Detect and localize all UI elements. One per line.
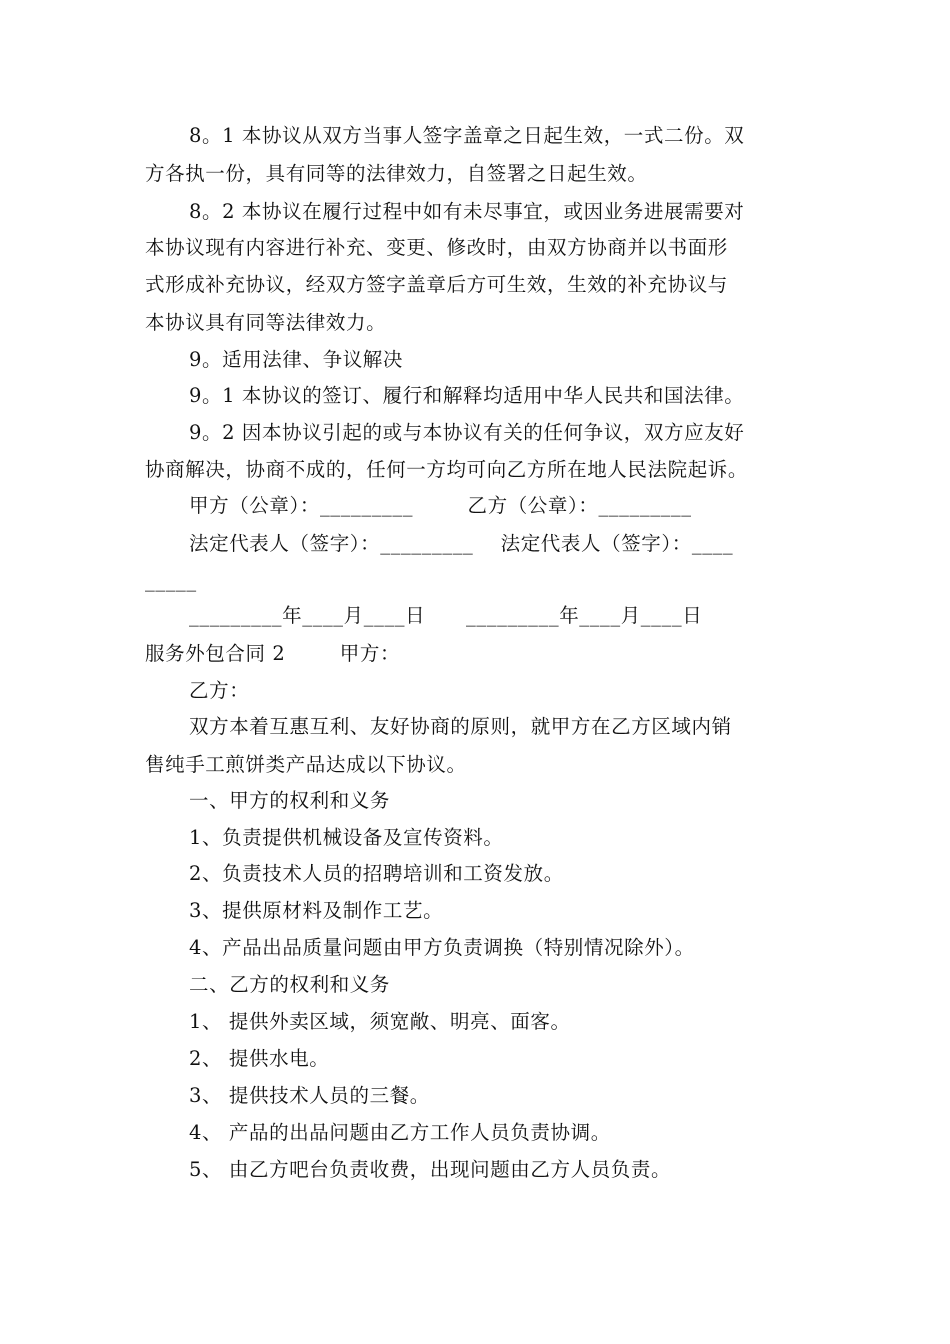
clause-8-2-line-4: 本协议具有同等法律效力。 [145, 311, 387, 334]
section-9-heading: 9。适用法律、争议解决 [189, 348, 404, 371]
clause-9-1: 9。1 本协议的签订、履行和解释均适用中华人民共和国法律。 [189, 384, 745, 407]
clause-8-1-line-1: 8。1 本协议从双方当事人签字盖章之日起生效，一式二份。双 [189, 124, 745, 147]
clause-8-2-line-3: 式形成补充协议，经双方签字盖章后方可生效，生效的补充协议与 [145, 273, 728, 296]
clause-8-1-line-2: 方各执一份，具有同等的法律效力，自签署之日起生效。 [145, 162, 648, 185]
preamble-line-1: 双方本着互惠互利、友好协商的原则，就甲方在乙方区域内销 [189, 715, 732, 738]
party-b-item-4: 4、 产品的出品问题由乙方工作人员负责协调。 [189, 1121, 611, 1144]
signature-date-line: _________年____月____日 _________年____月____日 [189, 604, 703, 627]
party-b-line: 乙方： [189, 679, 250, 702]
party-a-item-2: 2、负责技术人员的招聘培训和工资发放。 [189, 862, 564, 885]
section-2-heading: 二、乙方的权利和义务 [189, 973, 391, 996]
party-b-item-2: 2、 提供水电。 [189, 1047, 330, 1070]
party-b-item-5: 5、 由乙方吧台负责收费，出现问题由乙方人员负责。 [189, 1158, 672, 1181]
party-b-item-3: 3、 提供技术人员的三餐。 [189, 1084, 430, 1107]
clause-8-2-line-2: 本协议现有内容进行补充、变更、修改时，由双方协商并以书面形 [145, 236, 728, 259]
section-1-heading: 一、甲方的权利和义务 [189, 789, 391, 812]
clause-9-2-line-2: 协商解决，协商不成的，任何一方均可向乙方所在地人民法院起诉。 [145, 458, 749, 481]
party-b-item-1: 1、 提供外卖区域，须宽敞、明亮、面客。 [189, 1010, 571, 1033]
clause-8-2-line-1: 8。2 本协议在履行过程中如有未尽事宜，或因业务进展需要对 [189, 200, 745, 223]
clause-9-2-line-1: 9。2 因本协议引起的或与本协议有关的任何争议，双方应友好 [189, 421, 745, 444]
signature-representative-line: 法定代表人（签字）：_________ 法定代表人（签字）：____ [189, 532, 734, 555]
signature-representative-continued: _____ [145, 569, 197, 592]
contract-2-title-line: 服务外包合同 2 甲方： [145, 642, 401, 665]
signature-seal-line: 甲方（公章）：_________ 乙方（公章）：_________ [189, 494, 692, 517]
preamble-line-2: 售纯手工煎饼类产品达成以下协议。 [145, 753, 467, 776]
party-a-item-3: 3、提供原材料及制作工艺。 [189, 899, 444, 922]
party-a-item-4: 4、产品出品质量问题由甲方负责调换（特别情况除外）。 [189, 936, 695, 959]
party-a-item-1: 1、负责提供机械设备及宣传资料。 [189, 826, 504, 849]
